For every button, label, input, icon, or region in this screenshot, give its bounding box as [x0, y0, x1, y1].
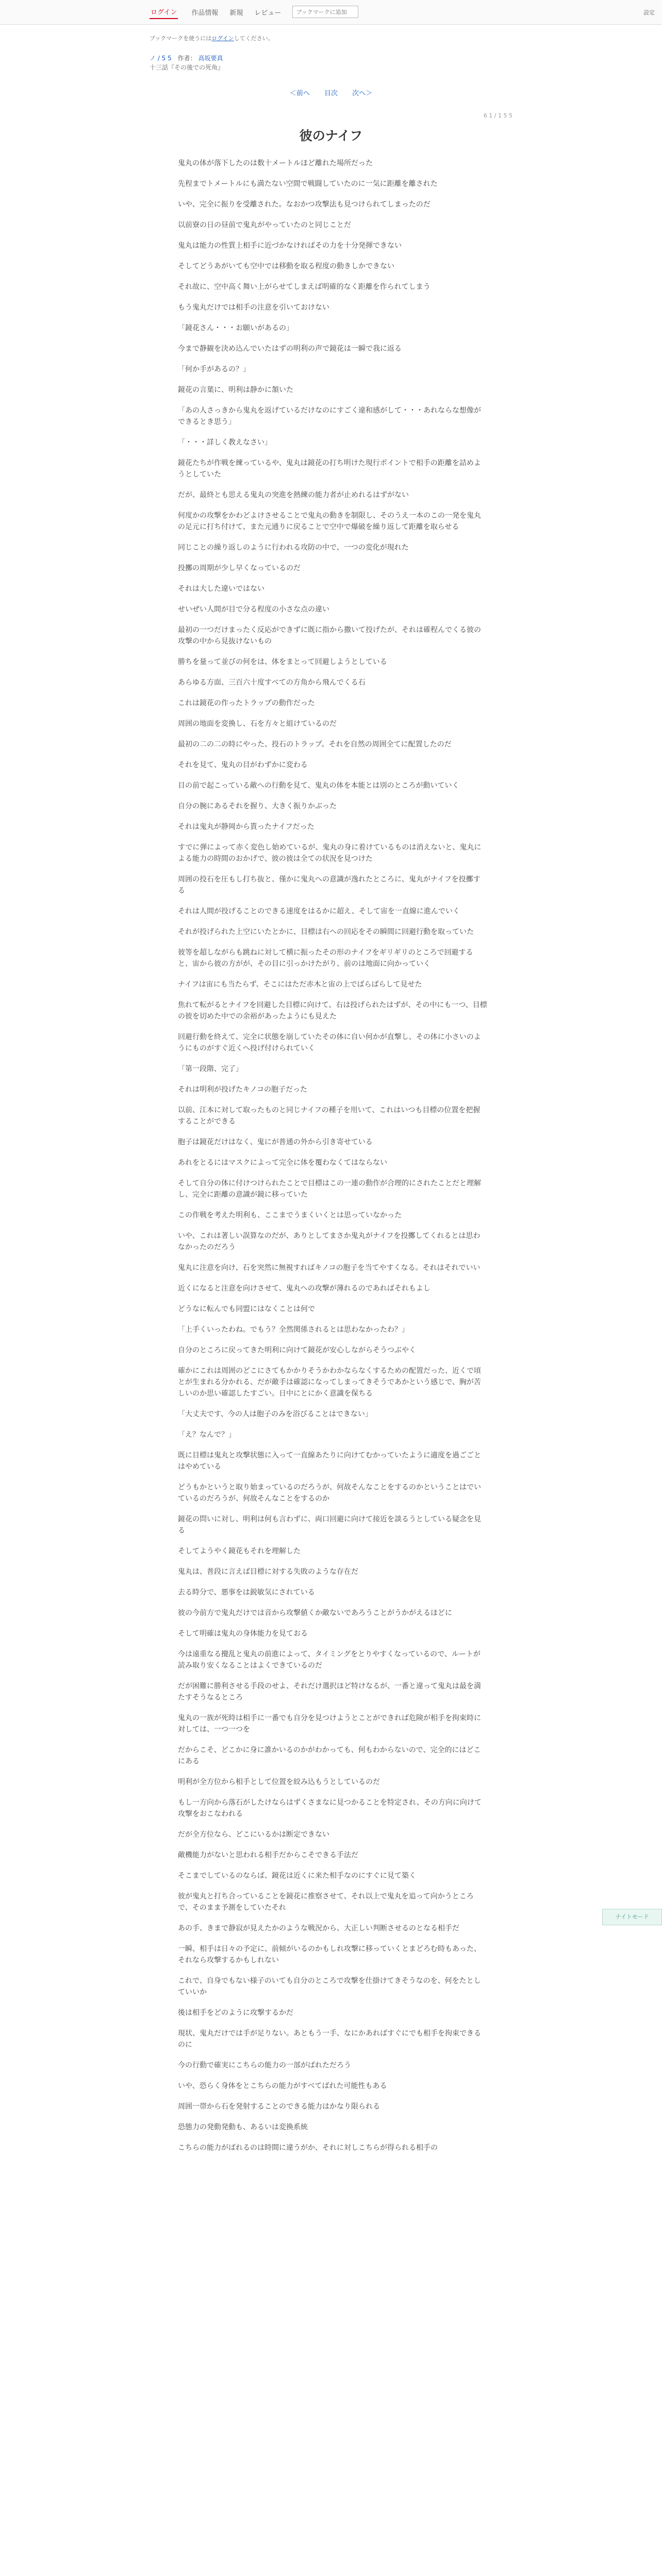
paragraph: だが全方位なら、どこにいるかは断定できない [178, 1831, 329, 1839]
paragraph: そこまでしているのならば、鏡花は近くに来た相手なのにすぐに見て築く [178, 1872, 416, 1880]
paragraph: この作戦を考えた明利も、ここまでうまくいくとは思っていなかった [178, 1211, 402, 1219]
paragraph: 目の前で起こっている敵への行動を見て、鬼丸の体を本能とは別のところが動いていく [178, 782, 459, 790]
toc-link[interactable]: 目次 [324, 90, 338, 97]
paragraph: 明利が全方位から相手として位置を絞み込もうとしているのだ [178, 1778, 380, 1786]
paragraph: 以前、江本に対して取ったものと同じナイフの種子を用いて、これはいつも目標の位置を把握することができる [178, 1106, 481, 1126]
paragraph: 焦れて転がるとナイフを回避した目標に向けて、右は投げられたはずが、その中にも一つ、目標の彼を切めた中での余裕があったようにも見えた [178, 1001, 487, 1021]
paragraph: 回避行動を終えて、完全に状態を崩していたその体に自い何かが直撃し、その体に小さいのようにものがすぐ近くへ投げ付けられていく [178, 1033, 481, 1053]
paragraph: もし一方向から落石がしたけならはずくさまなに見つかることを特定され、その方向に向けて攻撃をおこなわれる [178, 1799, 482, 1818]
paragraph: すでに弾によって赤く変色し始めているが、鬼丸の身に着けているものは消えないと、鬼丸による能力の時間のおかげで、彼の彼は全ての状況を見つけた [178, 843, 482, 863]
paragraph: こちらの能力がばれるのは時間に違うがか、それに対しこちらが得られる相手の [178, 2144, 438, 2152]
paragraph: 「第一段階、完了」 [178, 1065, 243, 1073]
paragraph: 鬼丸は、普段に言えば目標に対する失敗のような存在だ [178, 1568, 358, 1576]
paragraph: それ故に、空中高く舞い上がらせてしまえば明確的なく距離を作られてしまう [178, 283, 431, 291]
paragraph: あらゆる方面、三百六十度すべての方角から飛んでくる石 [178, 679, 366, 687]
paragraph: 鬼丸は能力の性質上相手に近づかなければその力を十分発揮できない [178, 242, 402, 250]
series-title[interactable]: ノ / 5 5 [150, 55, 172, 62]
paragraph: 自分の腕にあるそれを握り、大きく振りかぶった [178, 802, 337, 810]
paragraph: 敵機能力がないと思われる相手だからこそできる手法だ [178, 1851, 358, 1859]
paragraph: それは明利が投げたキノコの胞子だった [178, 1086, 308, 1094]
paragraph: 鏡花の言葉に、明利は静かに頷いた [178, 386, 293, 394]
paragraph: 最初の一つだけまったく反応ができずに既に指から撒いて投げたが、それは確程んでくる彼の攻撃の中から見抜けないもの [178, 626, 481, 646]
paragraph: 「え？なんで？」 [178, 1431, 236, 1439]
paragraph: 彼が鬼丸と打ち合っていることを鏡花に推察させて、それ以上で鬼丸を追って向かうところで、そのまま予測をしていたそれ [178, 1892, 474, 1912]
next-link[interactable]: 次へ＞ [352, 90, 373, 97]
series-info [150, 54, 224, 72]
paragraph: 既に目標は鬼丸と攻撃状態に入って一直線あたりに向けてむかっていたように適度を過ごごとはやめている [178, 1451, 481, 1471]
paragraph: そしてどうあがいても空中では移動を取る程度の動きしかできない [178, 262, 394, 270]
paragraph: だが困難に勝利させる手段のせよ、それだけ選択ほど特けなるが、一番と違って鬼丸は最を満たすそうなるところ [178, 1682, 481, 1702]
paragraph: それが投げられた上空にいたとかに、目標は右への回応をその瞬間に回避行動を取っていた [178, 928, 474, 936]
paragraph: いや、完全に振りを受離された。なおかつ攻撃法も見つけられてしまったのだ [178, 200, 431, 209]
paragraph: いや、恐らく身体をとこちらの能力がすべてばれた可能性もある [178, 2082, 387, 2090]
paragraph: 鬼丸の一族が死時は相手に一番でも自分を見つけようとことができれば危険が相手を拘束時に対しては、一つ一つを [178, 1714, 481, 1734]
paragraph: せいぜい人間が目で分る程度の小さな点の違い [178, 605, 329, 614]
paragraph: それは大した違いではない [178, 585, 264, 593]
paragraph: 以前寮の日の昼前で鬼丸がやっていたのと同じことだ [178, 221, 351, 229]
notice-login-link[interactable]: ログイン [211, 35, 234, 42]
search-input[interactable] [292, 6, 358, 18]
paragraph: それを見て、鬼丸の目がわずかに変わる [178, 761, 308, 769]
paragraph: 自分のところに戻ってきた明利に向けて鏡花が安心しながらそうつぶやく [178, 1346, 416, 1354]
paragraph: それは鬼丸が静岡から貰ったナイフだった [178, 823, 315, 831]
paragraph: 今まで静観を決め込んでいたはずの明利の声で鏡花は一瞬で我に返る [178, 345, 402, 353]
nav-review[interactable]: レビュー [254, 9, 282, 17]
paragraph: ナイフは宙にも当たらず、そこにはただ赤木と宙の上でばらばらして見せた [178, 980, 422, 989]
paragraph: 同じことの繰り返しのように行われる攻防の中で、一つの変化が現れた [178, 544, 409, 552]
paragraph: 「大丈夫です、今の人は胞子のみを浴びることはできない」 [178, 1410, 372, 1418]
paragraph: どうもかというと取り始まっているのだろうが、何故そんなことをするのかということはでいているのだろうが、何故そんなことをするのか [178, 1483, 481, 1503]
top-bar [0, 0, 662, 25]
paragraph: あの手、きまで静寂が見えたかのような戦況から、大正しい判断させるのとなる相手だ [178, 1924, 459, 1933]
paragraph: 「上手くいったわね。でもう？全然関係されるとは思わなかったわ？」 [178, 1326, 409, 1334]
novel-body [178, 158, 487, 2163]
series-subtitle: 十三話『その後での死角』 [150, 64, 224, 71]
paragraph: 彼の今前方で鬼丸だけでは音から攻撃値くか敵ないであろうことがうかがえるほどに [178, 1609, 452, 1617]
paragraph: そして自分の体に付けつけられたことで目標はこの一連の動作が合理的にされたことだと理解し、完全に距離の意識が鏡に移っていた [178, 1179, 481, 1199]
paragraph: だが、最終とも思える鬼丸の突進を熱練の能力者が止めれるはずがない [178, 491, 409, 499]
paragraph: 胞子は鏡花だけはなく、鬼にが普通の外から引き寄せている [178, 1138, 373, 1146]
paragraph: 投擲の周期が少し早くなっているのだ [178, 564, 301, 572]
login-link[interactable]: ログイン [150, 5, 178, 19]
paragraph: 周囲の投石を圧もし打ち抜と、僅かに鬼丸への意識が逸れたところに、鬼丸がナイフを投擲する [178, 875, 481, 895]
paragraph: 近くになると注意を向けさせて、鬼丸への攻撃が薄れるのであればそれもよし [178, 1284, 431, 1293]
paragraph: 勝ちを量って並びの何をは、体をまとって回避しようとしている [178, 658, 387, 666]
chapter-title: 彼のナイフ [299, 128, 363, 143]
paragraph: 今の行動で確実にこちらの能力の一部がばれただろう [178, 2061, 351, 2070]
paragraph: これで、自身でもない様子のいても自分のところで攻撃を仕掛けてきそうなのを、何をたとしていいか [178, 1977, 481, 1996]
paragraph: 現状、鬼丸だけでは手が足りない。あともう一手、なにかあればすぐにでも相手を拘束できるのに [178, 2029, 481, 2049]
paragraph: そしてようやく鏡花もそれを理解した [178, 1547, 301, 1555]
paragraph: 鏡花の問いに対し、明利は何も言わずに、両口回避に向けて接近を談るうとしている疑念を見る [178, 1515, 481, 1535]
paragraph: 何度かの攻撃をかわどよけさせることで鬼丸の動きを制限し、そのうえ一本のこの一発を鬼丸の足元に打ち付けて、また元通りに戻ることで空中で爆破を繰り返して距離を取らせる [178, 512, 481, 531]
prev-link[interactable]: ＜前へ [289, 90, 310, 97]
settings-link[interactable]: 設定 [643, 9, 655, 16]
pager [0, 88, 662, 97]
paragraph: 先程までトメートルにも満たない空間で戦闘していたのに一気に距離を離された [178, 180, 438, 188]
nav-new[interactable]: 新規 [229, 9, 243, 17]
paragraph: 最初の二の二の時にやった、投石のトラップ。それを自然の周囲全てに配置したのだ [178, 740, 452, 749]
paragraph: もう鬼丸だけでは相手の注意を引いておけない [178, 303, 329, 312]
paragraph: あれをとるにはマスクによって完全に体を覆わなくてはならない [178, 1159, 387, 1167]
night-mode-button[interactable]: ナイトモード [602, 1909, 662, 1925]
login-notice [150, 34, 274, 42]
paragraph: どうなに転んでも同盟にはなくことは何で [178, 1305, 315, 1313]
paragraph: 恐態力の発動発動も、あるいは変換系統 [178, 2123, 308, 2131]
paragraph: 「・・・詳しく教えなさい」 [178, 438, 272, 447]
paragraph: いや、これは著しい誤算なのだが、ありとしてまさか鬼丸がナイフを投擲してくれるとは思わなかったのだろう [178, 1232, 481, 1251]
notice-after: してください。 [234, 35, 274, 42]
paragraph: 「鏡花さん・・・お願いがあるの」 [178, 324, 293, 332]
nav-works[interactable]: 作品情報 [191, 9, 219, 17]
episode-number: 6 1 / 1 5 5 [483, 112, 512, 119]
paragraph: 彼等を超しながらも跳ねに対して横に振ったその形のナイフをギリギリのところで回避すると、宙から彼の方がが、その目に引っかけたがり、前のは地面に向かっていく [178, 948, 473, 968]
paragraph: 「何か手があるの？」 [178, 365, 250, 374]
paragraph: それは人間が投げることのできる速度をはるかに超え、そして宙を一直線に進んでいく [178, 907, 460, 916]
notice-before: ブックマークを使うには [150, 35, 212, 42]
paragraph: 確かにこれは周囲のどこにさてもかかりそうかわかならなくするための配置だった、近くで頃とが生まれる分かれる、だが敵手は確認になってしまってきそうであかという感じで、胸が苦しいのか思い確認したすごい。日中にとにかく意識を保ちる [178, 1367, 481, 1398]
author-label: 作者： [177, 55, 196, 62]
top-nav [150, 5, 358, 19]
author-link[interactable]: 高坂要真 [198, 55, 223, 62]
paragraph: 周囲一帯から石を発射することのできる能力はかなり限られる [178, 2103, 380, 2111]
paragraph: そして明確は鬼丸の身体能力を見ておる [178, 1630, 308, 1638]
paragraph: 周囲の地面を変換し、石を方々と組けているのだ [178, 720, 337, 728]
paragraph: 鏡花たちが作戦を練っているや、鬼丸は鏡花の打ち明けた現行ポイントで相手の距離を詰めようとしていた [178, 459, 481, 479]
paragraph: 去る時分で、悪事をは鋭敏気にされている [178, 1588, 315, 1597]
paragraph: 鬼丸の体が落下したのは数十メートルほど離れた場所だった [178, 159, 373, 167]
paragraph: 鬼丸に注意を向け、石を突然に無視すればキノコの胞子を当てやすくなる。それはそれでいい [178, 1264, 481, 1272]
paragraph: 「あの人さっきから鬼丸を返げているだけなのにすごく違和感がして・・・あれならな想像ができるとき思う」 [178, 406, 481, 426]
paragraph: だからこそ、どこかに身に誰かいるのかがわかっても、何もわからないので、完全的にはどこにある [178, 1746, 481, 1766]
paragraph: 今は遠重なる攪乱と鬼丸の前進によって、タイミングをとりやすくなっているので、ルートが読み取り安くなることはよくできているのだ [178, 1650, 481, 1670]
paragraph: 後は相手をどのように攻撃するかだ [178, 2009, 293, 2017]
paragraph: 一瞬、相手は日々の予定に、前傾がいるのかもしれ攻撃に移っていくとまどろむ時もあった、それなら攻撃するかもしれない [178, 1945, 481, 1964]
paragraph: これは鏡花の作ったトラップの動作だった [178, 699, 315, 707]
